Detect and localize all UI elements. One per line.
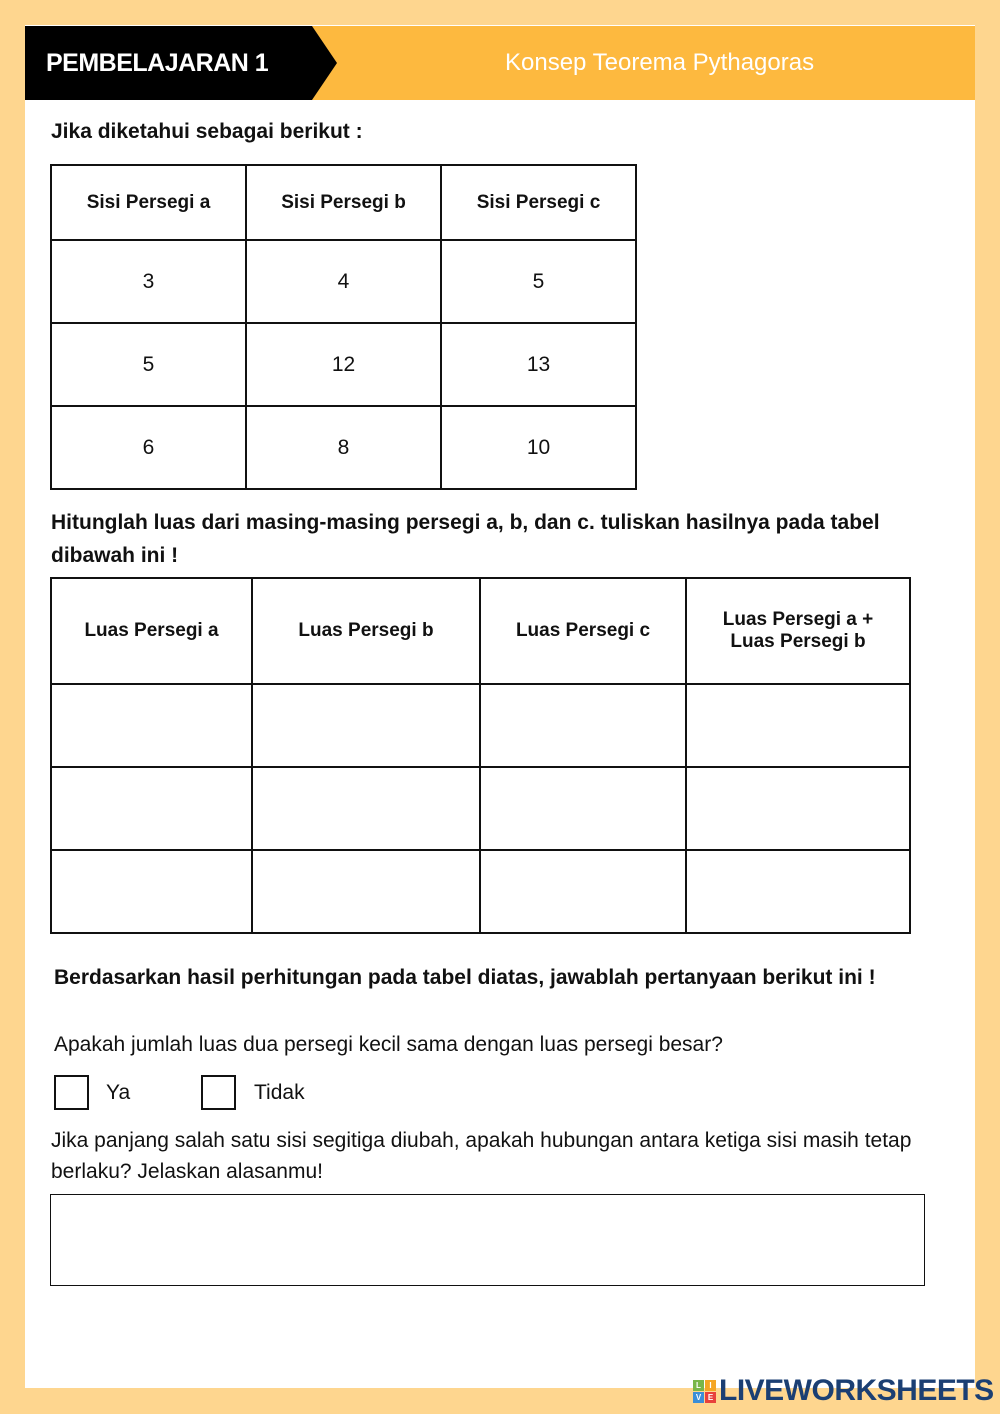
- cell: 6: [51, 406, 246, 489]
- table-row: [51, 850, 910, 933]
- cell: 13: [441, 323, 636, 406]
- header-cell: Luas Persegi a: [51, 578, 252, 684]
- logo-text: LIVEWORKSHEETS: [719, 1374, 994, 1407]
- cell: 5: [441, 240, 636, 323]
- cell: 3: [51, 240, 246, 323]
- instruction-text: Hitunglah luas dari masing-masing persegi a, b, dan c. tuliskan hasilnya pada tabel dibawah ini !: [51, 511, 880, 567]
- answer-cell[interactable]: [51, 684, 252, 767]
- answer-cell[interactable]: [686, 767, 910, 850]
- cell: 10: [441, 406, 636, 489]
- answer-cell[interactable]: [252, 684, 480, 767]
- answer-cell[interactable]: [252, 767, 480, 850]
- answer-cell[interactable]: [686, 684, 910, 767]
- table-row: [51, 767, 910, 850]
- intro-text: Jika diketahui sebagai berikut :: [51, 120, 363, 143]
- cell: 4: [246, 240, 441, 323]
- header-cell: Luas Persegi c: [480, 578, 686, 684]
- logo-letter: E: [705, 1392, 716, 1403]
- logo-icon: [693, 1380, 716, 1403]
- header-banner: [25, 26, 975, 100]
- lesson-subtitle: Konsep Teorema Pythagoras: [505, 49, 815, 76]
- header-cell: Sisi Persegi b: [246, 165, 441, 240]
- header-cell: Sisi Persegi a: [51, 165, 246, 240]
- answer-cell[interactable]: [252, 850, 480, 933]
- answer-cell[interactable]: [686, 850, 910, 933]
- answer-cell[interactable]: [480, 684, 686, 767]
- cell: 5: [51, 323, 246, 406]
- table-header-row: [51, 165, 636, 240]
- answer-cell[interactable]: [51, 767, 252, 850]
- lesson-title: PEMBELAJARAN 1: [46, 49, 269, 77]
- table-row: [51, 684, 910, 767]
- question-2: Jika panjang salah satu sisi segitiga diubah, apakah hubungan antara ketiga sisi masih tetap berlaku? Jelaskan alasanmu!: [51, 1129, 912, 1183]
- sides-table: [50, 164, 637, 490]
- answer-cell[interactable]: [480, 767, 686, 850]
- logo-letter: V: [693, 1392, 704, 1403]
- answer-cell[interactable]: [480, 850, 686, 933]
- logo-letter: I: [705, 1380, 716, 1391]
- checkbox-ya[interactable]: [54, 1075, 89, 1110]
- area-table: [50, 577, 911, 934]
- header-cell: Sisi Persegi c: [441, 165, 636, 240]
- header-arrow: [312, 26, 337, 100]
- header-cell: Luas Persegi b: [252, 578, 480, 684]
- liveworksheets-logo: [693, 1374, 994, 1408]
- cell: 8: [246, 406, 441, 489]
- table-header-row: [51, 578, 910, 684]
- cell: 12: [246, 323, 441, 406]
- logo-letter: L: [693, 1380, 704, 1391]
- table-row: [51, 406, 636, 489]
- question-intro: Berdasarkan hasil perhitungan pada tabel diatas, jawablah pertanyaan berikut ini !: [54, 966, 876, 989]
- header-cell: Luas Persegi a + Luas Persegi b: [686, 578, 910, 684]
- table-row: [51, 323, 636, 406]
- question-1: Apakah jumlah luas dua persegi kecil sama dengan luas persegi besar?: [54, 1033, 723, 1056]
- checkbox-tidak[interactable]: [201, 1075, 236, 1110]
- table-row: [51, 240, 636, 323]
- answer-textbox[interactable]: [50, 1194, 925, 1286]
- option-tidak-label: Tidak: [254, 1081, 305, 1104]
- option-ya-label: Ya: [106, 1081, 131, 1104]
- answer-cell[interactable]: [51, 850, 252, 933]
